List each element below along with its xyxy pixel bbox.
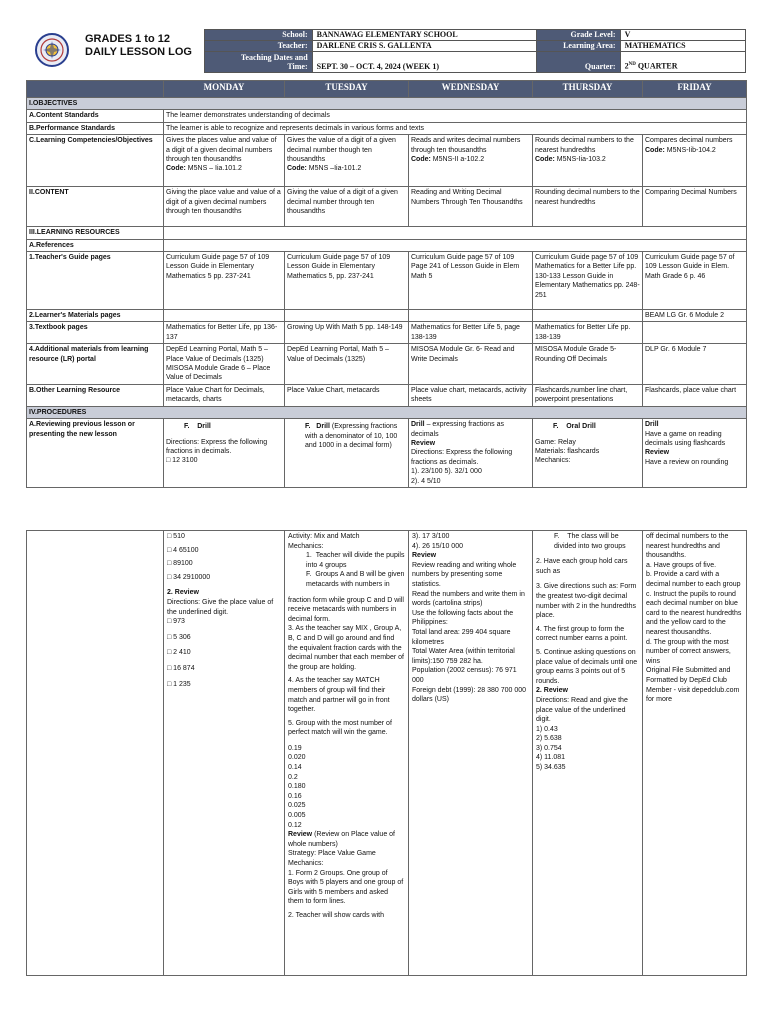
tuesday-step-3: 3. As the teacher say MIX , Group A, B, C and D will go around and find the equivalent fraction cards with the decimal number that each member of the group are holding. <box>288 625 404 671</box>
friday-step-a: a. Have groups of five. <box>646 561 717 569</box>
friday-review-heading: Review <box>645 449 670 457</box>
add-thursday: MISOSA Module Grade 5- Rounding Off Decimals <box>533 344 643 385</box>
header-info-table <box>204 29 746 73</box>
review-wednesday <box>409 419 533 488</box>
friday-drill-text: Have a game on reading decimals using flashcards <box>645 430 726 447</box>
teaching-dates-value: SEPT. 30 – OCT. 4, 2024 (WEEK 1) <box>312 52 536 73</box>
friday-drill-heading: Drill <box>645 421 659 429</box>
competency-monday <box>164 135 285 187</box>
monday-fraction-item: □ 89100 <box>167 560 193 568</box>
competency-thursday <box>533 135 643 187</box>
additional-materials-row <box>27 344 747 385</box>
tuesday-game-step-1: 1. Form 2 Groups. One group of Boys with 5 players and one group of Girls with 5 members and asked them to form lines. <box>288 869 404 906</box>
content-monday: Giving the place value and value of a digit of a given decimal numbers through ten thousandths <box>164 187 285 227</box>
tuesday-activity: Activity: Mix and Match <box>288 533 360 540</box>
competency-text: Gives the places value and value of a digit of a given decimal numbers through ten thousandths <box>166 137 277 164</box>
tuesday-game-step-2: 2. Teacher will show cards with <box>288 911 384 919</box>
tuesday-decimal-value: 0.180 <box>288 783 306 791</box>
friday-continuation: off decimal numbers to the nearest hundredths and thousandths. <box>646 533 729 560</box>
monday-digit-item: □ 1 235 <box>167 680 191 688</box>
learners-materials-row <box>27 310 747 322</box>
competency-wednesday <box>409 135 533 187</box>
tuesday-decimal-value: 0.025 <box>288 802 306 810</box>
learning-area-value: MATHEMATICS <box>620 41 745 52</box>
tb-monday: Mathematics for Better Life, pp 136-137 <box>164 322 285 344</box>
continuation-wednesday <box>409 531 533 976</box>
monday-digit-item: □ 2 410 <box>167 649 191 657</box>
tuesday-review: Review (Review on Place value of whole numbers) <box>288 831 396 848</box>
tuesday-step-5: 5. Group with the most number of perfect match will win the game. <box>288 719 392 737</box>
day-header-row <box>27 81 747 98</box>
tuesday-decimal-value: 0.16 <box>288 792 302 800</box>
other-resources-label: B.Other Learning Resource <box>27 384 164 406</box>
learning-area-label: Learning Area: <box>536 41 620 52</box>
tuesday-strategy: Strategy: Place Value Game <box>288 850 376 858</box>
competency-text: Reads and writes decimal numbers through ten thousandths <box>411 137 521 154</box>
thursday-step-5: 5. Continue asking questions on place value of decimals until one group earns 3 points out of 5 rounds. <box>536 648 638 685</box>
continuation-monday <box>164 531 285 976</box>
monday-digit-item: □ 973 <box>167 618 185 626</box>
objectives-heading: I.OBJECTIVES <box>27 98 747 110</box>
wednesday-item: 4). 26 15/10 000 <box>412 542 463 550</box>
quarter-suffix: ND <box>628 62 636 68</box>
log-header <box>26 29 746 71</box>
other-thursday: Flashcards,number line chart, powerpoint presentations <box>533 384 643 406</box>
friday-step-b: b. Provide a card with a decimal number to each group <box>646 571 741 588</box>
friday-step-d: d. The group with the most number of correct answers, wins <box>646 638 731 665</box>
references-row <box>27 239 747 251</box>
monday-drill-example: □ 12 3100 <box>166 457 198 465</box>
wednesday-fact: Total Water Area (within territorial limits):150 759 282 ha. <box>412 648 515 665</box>
thursday-review-item: 4) 11.081 <box>536 754 566 762</box>
add-wednesday: MISOSA Module Gr. 6- Read and Write Decimals <box>409 344 533 385</box>
tg-wednesday: Curriculum Guide page 57 of 109 Page 241 of Lesson Guide in Elem Math 5 <box>409 252 533 310</box>
tuesday-decimal-value: 0.14 <box>288 764 302 772</box>
wednesday-fact: Total land area: 299 404 square kilometres <box>412 628 511 646</box>
textbook-label: 3.Textbook pages <box>27 322 164 344</box>
quarter-word: QUARTER <box>635 62 678 71</box>
friday-source-note: Original File Submitted and Formatted by DepEd Club Member - visit depedclub.com for more <box>646 667 740 704</box>
monday-fraction-item: □ 510 <box>167 533 185 540</box>
tuesday-decimal-value: 0.020 <box>288 754 306 762</box>
performance-standards-row <box>27 122 747 134</box>
thursday-review-item: 1) 0.43 <box>536 725 558 733</box>
other-monday: Place Value Chart for Decimals, metacards, charts <box>164 384 285 406</box>
thursday-review-heading: 2. Review <box>536 687 568 695</box>
content-wednesday: Reading and Writing Decimal Numbers Through Ten Thousandths <box>409 187 533 227</box>
tb-friday <box>643 322 747 344</box>
review-monday <box>164 419 285 488</box>
lesson-plan-table <box>26 80 747 488</box>
competency-code: Code: M5NS –Iia-101.2 <box>287 165 362 173</box>
teaching-dates-label <box>205 52 313 73</box>
tuesday-game-mechanics: Mechanics: <box>288 860 324 867</box>
grade-level-label: Grade Level: <box>536 30 620 41</box>
tuesday-step-1: 1. Teacher will divide the pupils into 4 groups <box>306 552 405 569</box>
tuesday-decimal-value: 0.2 <box>288 773 298 781</box>
performance-standards-text: The learner is able to recognize and represents decimals in various forms and texts <box>164 122 747 134</box>
school-value: BANNAWAG ELEMENTARY SCHOOL <box>312 30 536 41</box>
wednesday-review-directions: Directions: Express the following fractions as decimals. <box>411 449 513 466</box>
monday-review-heading: 2. Review <box>167 589 199 597</box>
content-friday: Comparing Decimal Numbers <box>643 187 747 227</box>
teaching-dates-label-line2: Time: <box>287 62 308 71</box>
other-wednesday: Place value chart, metacards, activity sheets <box>409 384 533 406</box>
other-resources-row <box>27 384 747 406</box>
review-label: A.Reviewing previous lesson or presenting the new lesson <box>27 419 164 488</box>
additional-materials-label: 4.Additional materials from learning resource (LR) portal <box>27 344 164 385</box>
monday-digit-item: □ 5 306 <box>167 633 191 641</box>
continuation-table <box>26 530 747 976</box>
wednesday-review-intro: Review reading and writing whole numbers by presenting some statistics. <box>412 561 517 588</box>
tuesday-decimal-value: 0.005 <box>288 812 306 820</box>
competencies-label: C.Learning Competencies/Objectives <box>27 135 164 187</box>
content-thursday: Rounding decimal numbers to the nearest hundredths <box>533 187 643 227</box>
day-wednesday: WEDNESDAY <box>409 81 533 98</box>
teachers-guide-label: 1.Teacher's Guide pages <box>27 252 164 310</box>
textbook-row <box>27 322 747 344</box>
quarter-number: 2 <box>624 62 629 71</box>
competency-code: Code: M5NS-II a-102.2 <box>411 156 485 164</box>
add-monday: DepEd Learning Portal, Math 5 – Place Value of Decimals (1325) MISOSA Module Grade 6 – Place Value of Decimals <box>164 344 285 385</box>
wednesday-drill: Drill – expressing fractions as decimals <box>411 421 504 438</box>
competency-friday <box>643 135 747 187</box>
add-tuesday: DepEd Learning Portal, Math 5 – Value of Decimals (1325) <box>285 344 409 385</box>
thursday-drill-heading: F. Oral Drill <box>553 423 596 431</box>
content-row <box>27 187 747 227</box>
monday-digit-item: □ 16 874 <box>167 664 195 672</box>
lm-friday: BEAM LG Gr. 6 Module 2 <box>643 310 747 322</box>
competency-text: Rounds decimal numbers to the nearest hundredths <box>535 137 634 154</box>
friday-step-c: c. Instruct the pupils to round each decimal number on blue card to the nearest hundredths and the yellow card to the nearest thousandths. <box>646 590 742 636</box>
tg-monday: Curriculum Guide page 57 of 109 Lesson Guide in Elementary Mathematics 5 pp. 237-241 <box>164 252 285 310</box>
thursday-mechanics: Mechanics: <box>535 457 571 465</box>
competency-tuesday <box>285 135 409 187</box>
other-friday: Flashcards, place value chart <box>643 384 747 406</box>
monday-fraction-item: □ 34 2910000 <box>167 573 211 581</box>
log-title-name: DAILY LESSON LOG <box>85 46 192 58</box>
objectives-row <box>27 98 747 110</box>
thursday-review-item: 5) 34.635 <box>536 764 566 772</box>
content-standards-label: A.Content Standards <box>27 110 164 122</box>
review-row <box>27 419 747 488</box>
thursday-game: Game: Relay <box>535 438 576 446</box>
wednesday-review-item: 2). 4 5/10 <box>411 477 441 485</box>
competency-code: Code: M5NS – Iia.101.2 <box>166 165 242 173</box>
content-standards-text: The learner demonstrates understanding of decimals <box>164 110 747 122</box>
content-tuesday: Giving the value of a digit of a given decimal number through ten thousandths <box>285 187 409 227</box>
teachers-guide-row <box>27 252 747 310</box>
tg-friday: Curriculum Guide page 57 of 109 Lesson Guide in Elem. Math Grade 6 p. 46 <box>643 252 747 310</box>
teacher-label: Teacher: <box>205 41 313 52</box>
friday-review-text: Have a review on rounding <box>645 458 729 466</box>
wednesday-review-heading: Review <box>411 439 436 447</box>
thursday-review-directions: Directions: Read and give the place value of the underlined digit. <box>536 696 628 724</box>
day-thursday: THURSDAY <box>533 81 643 98</box>
review-friday <box>643 419 747 488</box>
procedures-heading: IV.PROCEDURES <box>27 406 747 418</box>
references-label: A.References <box>27 239 164 251</box>
continuation-label-cell <box>27 531 164 976</box>
continuation-thursday <box>533 531 643 976</box>
tuesday-step-2: F. Groups A and B will be given metacards with numbers in <box>306 571 405 588</box>
thursday-review-item: 3) 0.754 <box>536 744 562 752</box>
wednesday-read-write: Read the numbers and write them in words (cartolina strips) <box>412 590 525 608</box>
lesson-log-page-1 <box>26 29 746 485</box>
review-thursday <box>533 419 643 488</box>
corner-cell <box>27 81 164 98</box>
tuesday-step-text: fraction form while group C and D will receive metacards with numbers in decimal form. <box>288 596 404 623</box>
procedures-row <box>27 406 747 418</box>
teaching-dates-label-line1: Teaching Dates and <box>240 53 308 62</box>
wednesday-fact: Population (2002 census): 76 971 000 <box>412 667 517 684</box>
competencies-row <box>27 135 747 187</box>
tg-thursday: Curriculum Guide page 57 of 109 Mathematics for a Better Life pp. 130-133 Lesson Guide in Elementary Mathematics pp. 248-251 <box>533 252 643 310</box>
tb-tuesday: Growing Up With Math 5 pp. 148-149 <box>285 322 409 344</box>
competency-text: Gives the value of a digit of a given decimal number though ten thousandths <box>287 137 396 164</box>
tg-tuesday: Curriculum Guide page 57 of 109 Lesson Guide in Elementary Mathematics 5, pp. 237-241 <box>285 252 409 310</box>
wednesday-review-heading: Review <box>412 552 437 560</box>
thursday-materials: Materials: flashcards <box>535 447 600 455</box>
competency-text: Compares decimal numbers <box>645 137 733 145</box>
performance-standards-label: B.Performance Standards <box>27 122 164 134</box>
add-friday: DLP Gr. 6 Module 7 <box>643 344 747 385</box>
log-title <box>85 33 192 59</box>
continuation-friday <box>643 531 747 976</box>
competency-code: Code: M5NS-Iia-103.2 <box>535 156 606 164</box>
quarter-value <box>620 52 745 73</box>
other-tuesday: Place Value Chart, metacards <box>285 384 409 406</box>
resources-label: III.LEARNING RESOURCES <box>27 227 164 239</box>
tuesday-decimal-value: 0.19 <box>288 744 302 752</box>
thursday-step-2: 2. Have each group hold cars such as <box>536 558 628 575</box>
resources-row <box>27 227 747 239</box>
wednesday-fact: Foreign debt (1999): 28 380 700 000 dollars (US) <box>412 686 527 704</box>
grade-level-value: V <box>620 30 745 41</box>
continuation-row <box>27 531 747 976</box>
monday-drill-directions: Directions: Express the following fractions in decimals. <box>166 438 268 455</box>
monday-drill-heading: F. Drill <box>184 423 211 431</box>
tuesday-mechanics: Mechanics: <box>288 542 324 550</box>
continuation-tuesday <box>285 531 409 976</box>
thursday-step-4: 4. The first group to form the correct number earns a point. <box>536 625 628 643</box>
thursday-step-3: 3. Give directions such as: Form the greatest two-digit decimal number with 2 in the hundredths place. <box>536 583 637 620</box>
log-title-grades: GRADES 1 to 12 <box>85 33 170 45</box>
quarter-label: Quarter: <box>536 52 620 73</box>
wednesday-facts-intro: Use the following facts about the Philippines: <box>412 609 514 627</box>
content-label: II.CONTENT <box>27 187 164 227</box>
teacher-value: DARLENE CRIS S. GALLENTA <box>312 41 536 52</box>
day-friday: FRIDAY <box>643 81 747 98</box>
competency-code: Code: M5NS-Iib-104.2 <box>645 146 716 154</box>
review-tuesday <box>285 419 409 488</box>
tuesday-step-4: 4. As the teacher say MATCH members of group will find their match and partner will go in front together. <box>288 677 390 714</box>
tuesday-drill: F. Drill (Expressing fractions with a denominator of 10, 100 and 1000 in a decimal form) <box>305 423 398 449</box>
lesson-log-page-2 <box>26 530 746 976</box>
wednesday-review-item: 1). 23/100 5). 32/1 000 <box>411 468 482 476</box>
monday-fraction-item: □ 4 65100 <box>167 546 199 554</box>
tuesday-decimal-value: 0.12 <box>288 821 302 829</box>
wednesday-item: 3). 17 3/100 <box>412 533 450 540</box>
learners-materials-label: 2.Learner's Materials pages <box>27 310 164 322</box>
thursday-review-item: 2) 5.638 <box>536 735 562 743</box>
tb-wednesday: Mathematics for Better Life 5, page 138-139 <box>409 322 533 344</box>
content-standards-row <box>27 110 747 122</box>
thursday-step-1: F. The class will be divided into two groups <box>554 533 626 550</box>
deped-seal-logo <box>31 32 73 68</box>
school-label: School: <box>205 30 313 41</box>
day-monday: MONDAY <box>164 81 285 98</box>
day-tuesday: TUESDAY <box>285 81 409 98</box>
monday-review-directions: Directions: Give the place value of the underlined digit. <box>167 598 274 616</box>
tb-thursday: Mathematics for Better Life pp. 138-139 <box>533 322 643 344</box>
